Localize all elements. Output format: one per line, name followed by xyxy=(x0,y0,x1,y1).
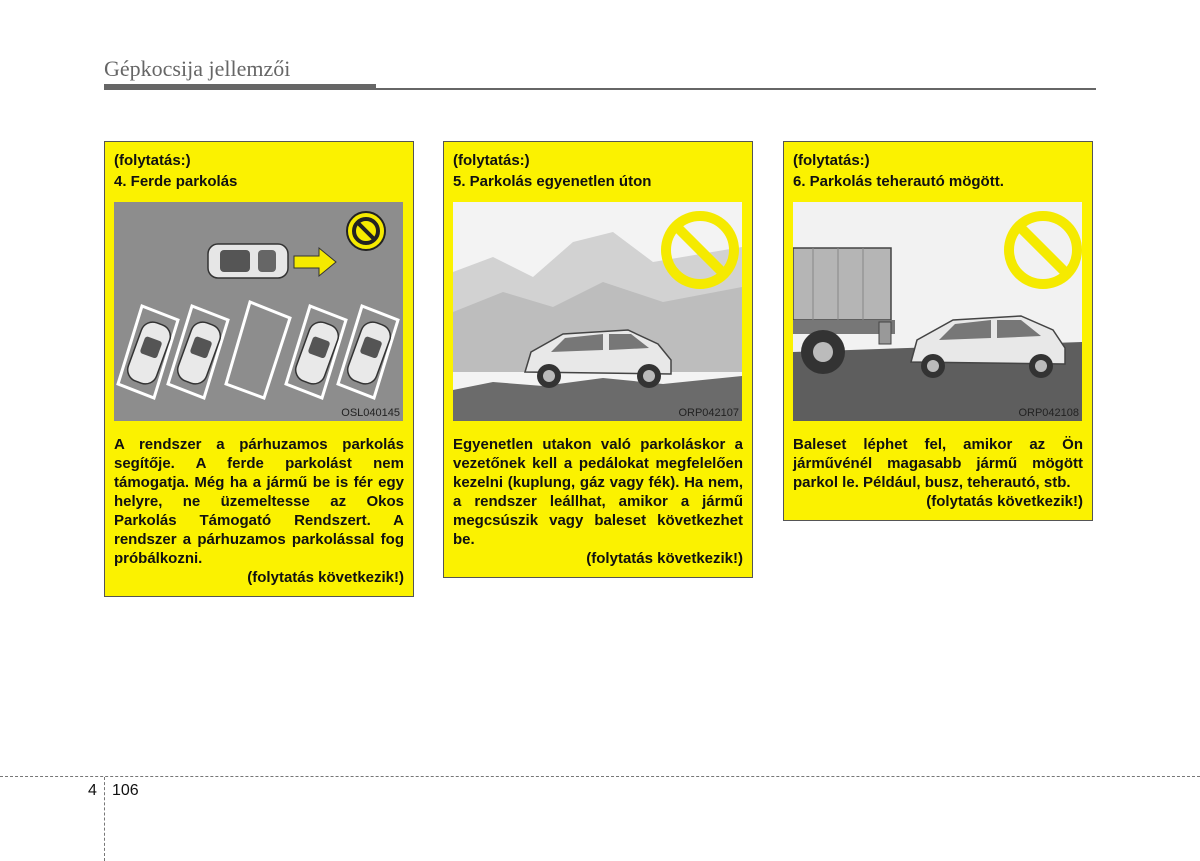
panel-heading: 6. Parkolás teherautó mögött. xyxy=(793,173,1004,190)
continued-label: (folytatás:) xyxy=(114,152,191,169)
footer-page-number: 106 xyxy=(112,782,139,799)
warning-panel-behind-truck xyxy=(783,141,1093,521)
prohibit-sign-icon xyxy=(347,212,385,250)
panel-body: Baleset léphet fel, amikor az Ön járművénél magasabb jármű mögött parkol le. Például, busz, teherautó, stb. xyxy=(793,436,1083,491)
continues-label: (folytatás következik!) xyxy=(586,550,743,567)
footer-vertical-divider xyxy=(104,777,105,861)
continues-label: (folytatás következik!) xyxy=(926,493,1083,510)
footer-section-number: 4 xyxy=(88,782,97,799)
panel-body: A rendszer a párhuzamos parkolás segítője. A ferde parkolást nem támogatja. Még ha a jármű be is fér egy helyre, ne üzemeltesse az Okos Parkolás Támogató Rendszert. A rendszer a párhuzamos parkolással fog próbálkozni. xyxy=(114,436,404,567)
figure-code: ORP042107 xyxy=(678,407,739,419)
page-header-title: Gépkocsija jellemzői xyxy=(104,56,291,81)
header-rule-thin xyxy=(376,88,1096,90)
continues-label: (folytatás következik!) xyxy=(247,569,404,586)
behind-truck-illustration xyxy=(793,202,1082,421)
figure-code: OSL040145 xyxy=(341,407,400,419)
uneven-road-illustration xyxy=(453,202,742,421)
panel-heading: 4. Ferde parkolás xyxy=(114,173,238,190)
warning-panel-oblique-parking xyxy=(104,141,414,597)
figure-code: ORP042108 xyxy=(1018,407,1079,419)
footer-divider xyxy=(0,776,1200,777)
warning-panel-uneven-road xyxy=(443,141,753,578)
continued-label: (folytatás:) xyxy=(793,152,870,169)
panel-body: Egyenetlen utakon való parkoláskor a vezetőnek kell a pedálokat megfelelően kezelni (kuplung, gáz vagy fék). Ha nem, a rendszer leállhat, amikor a jármű megcsúszik vagy baleset következhet be. xyxy=(453,436,743,548)
continued-label: (folytatás:) xyxy=(453,152,530,169)
header-rule-thick xyxy=(104,84,376,90)
moving-car-icon xyxy=(208,244,288,278)
panel-heading: 5. Parkolás egyenetlen úton xyxy=(453,173,652,190)
oblique-parking-illustration xyxy=(114,202,403,421)
